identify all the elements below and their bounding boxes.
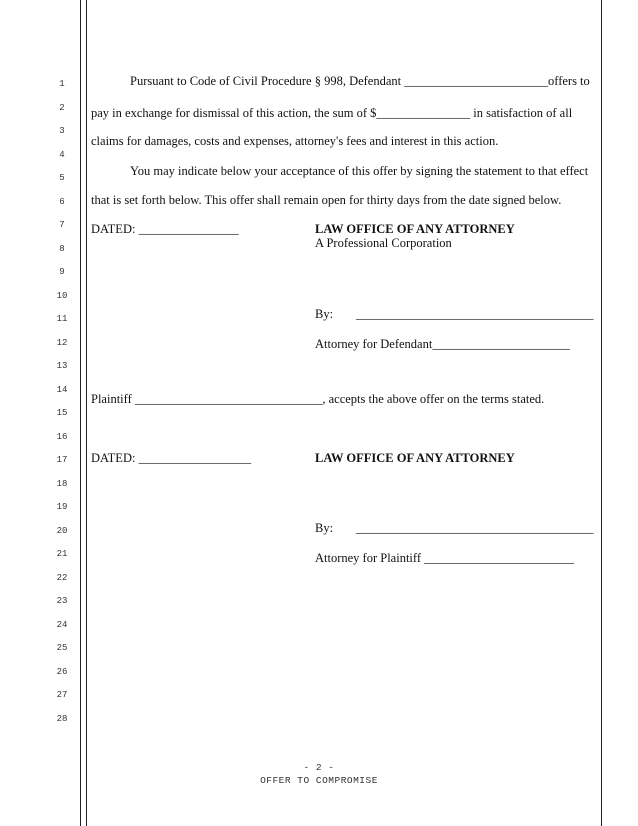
line-number: 19 bbox=[56, 502, 68, 512]
line-number: 11 bbox=[56, 314, 68, 324]
line-number: 25 bbox=[56, 643, 68, 653]
line-number: 27 bbox=[56, 690, 68, 700]
line-number: 21 bbox=[56, 549, 68, 559]
line-number: 13 bbox=[56, 361, 68, 371]
plaintiff-signature-line: ______________________________________ bbox=[356, 521, 594, 535]
line-number: 14 bbox=[56, 384, 68, 395]
plaintiff-acceptance: Plaintiff ______________________________, accepts the above offer on the terms stated. bbox=[91, 392, 545, 406]
defendant-by-label: By: bbox=[315, 307, 334, 321]
line-number: 3 bbox=[59, 126, 65, 136]
line-number: 22 bbox=[56, 572, 68, 583]
footer-title: OFFER TO COMPROMISE bbox=[260, 775, 378, 786]
left-margin-rule-outer bbox=[80, 0, 81, 826]
line-number: 26 bbox=[56, 666, 68, 677]
line-number: 5 bbox=[59, 173, 65, 183]
defendant-firm-subtitle: A Professional Corporation bbox=[315, 236, 452, 250]
line-number: 4 bbox=[59, 149, 65, 160]
line-number: 24 bbox=[56, 619, 68, 630]
plaintiff-firm-name: LAW OFFICE OF ANY ATTORNEY bbox=[315, 451, 515, 465]
defendant-dated: DATED: ________________ bbox=[91, 222, 239, 236]
line-number: 16 bbox=[56, 431, 68, 442]
line-number: 15 bbox=[56, 408, 68, 418]
line-number: 23 bbox=[56, 596, 68, 606]
para1-line1: Pursuant to Code of Civil Procedure § 998, Defendant _______________________offers to bbox=[130, 74, 590, 88]
defendant-attorney-line: Attorney for Defendant______________________ bbox=[315, 337, 570, 351]
line-number: 17 bbox=[56, 455, 68, 465]
plaintiff-by-label: By: bbox=[315, 521, 334, 535]
line-number: 9 bbox=[59, 267, 65, 277]
line-number: 10 bbox=[56, 290, 68, 301]
plaintiff-attorney-line: Attorney for Plaintiff ________________________ bbox=[315, 551, 575, 565]
para2-line2: that is set forth below. This offer shall remain open for thirty days from the date signed below. bbox=[91, 193, 562, 207]
line-number: 7 bbox=[59, 220, 65, 230]
para2-line1: You may indicate below your acceptance of this offer by signing the statement to that effect bbox=[130, 164, 589, 178]
page-number: - 2 - bbox=[303, 762, 335, 773]
defendant-signature-line: ______________________________________ bbox=[356, 307, 594, 321]
line-number: 20 bbox=[56, 525, 68, 536]
para1-line3: claims for damages, costs and expenses, attorney's fees and interest in this action. bbox=[91, 134, 499, 148]
line-number: 28 bbox=[56, 713, 68, 724]
line-number: 1 bbox=[59, 79, 65, 89]
line-number: 18 bbox=[56, 478, 68, 489]
plaintiff-dated: DATED: __________________ bbox=[91, 451, 252, 465]
line-number: 2 bbox=[59, 102, 65, 113]
para1-line2: pay in exchange for dismissal of this action, the sum of $_______________ in satisfaction of all bbox=[91, 106, 573, 120]
line-number: 8 bbox=[59, 243, 65, 254]
line-number: 6 bbox=[59, 196, 65, 207]
line-number: 12 bbox=[56, 337, 68, 348]
left-margin-rule-inner bbox=[86, 0, 87, 826]
defendant-firm-name: LAW OFFICE OF ANY ATTORNEY bbox=[315, 222, 515, 236]
right-margin-rule bbox=[601, 0, 602, 826]
